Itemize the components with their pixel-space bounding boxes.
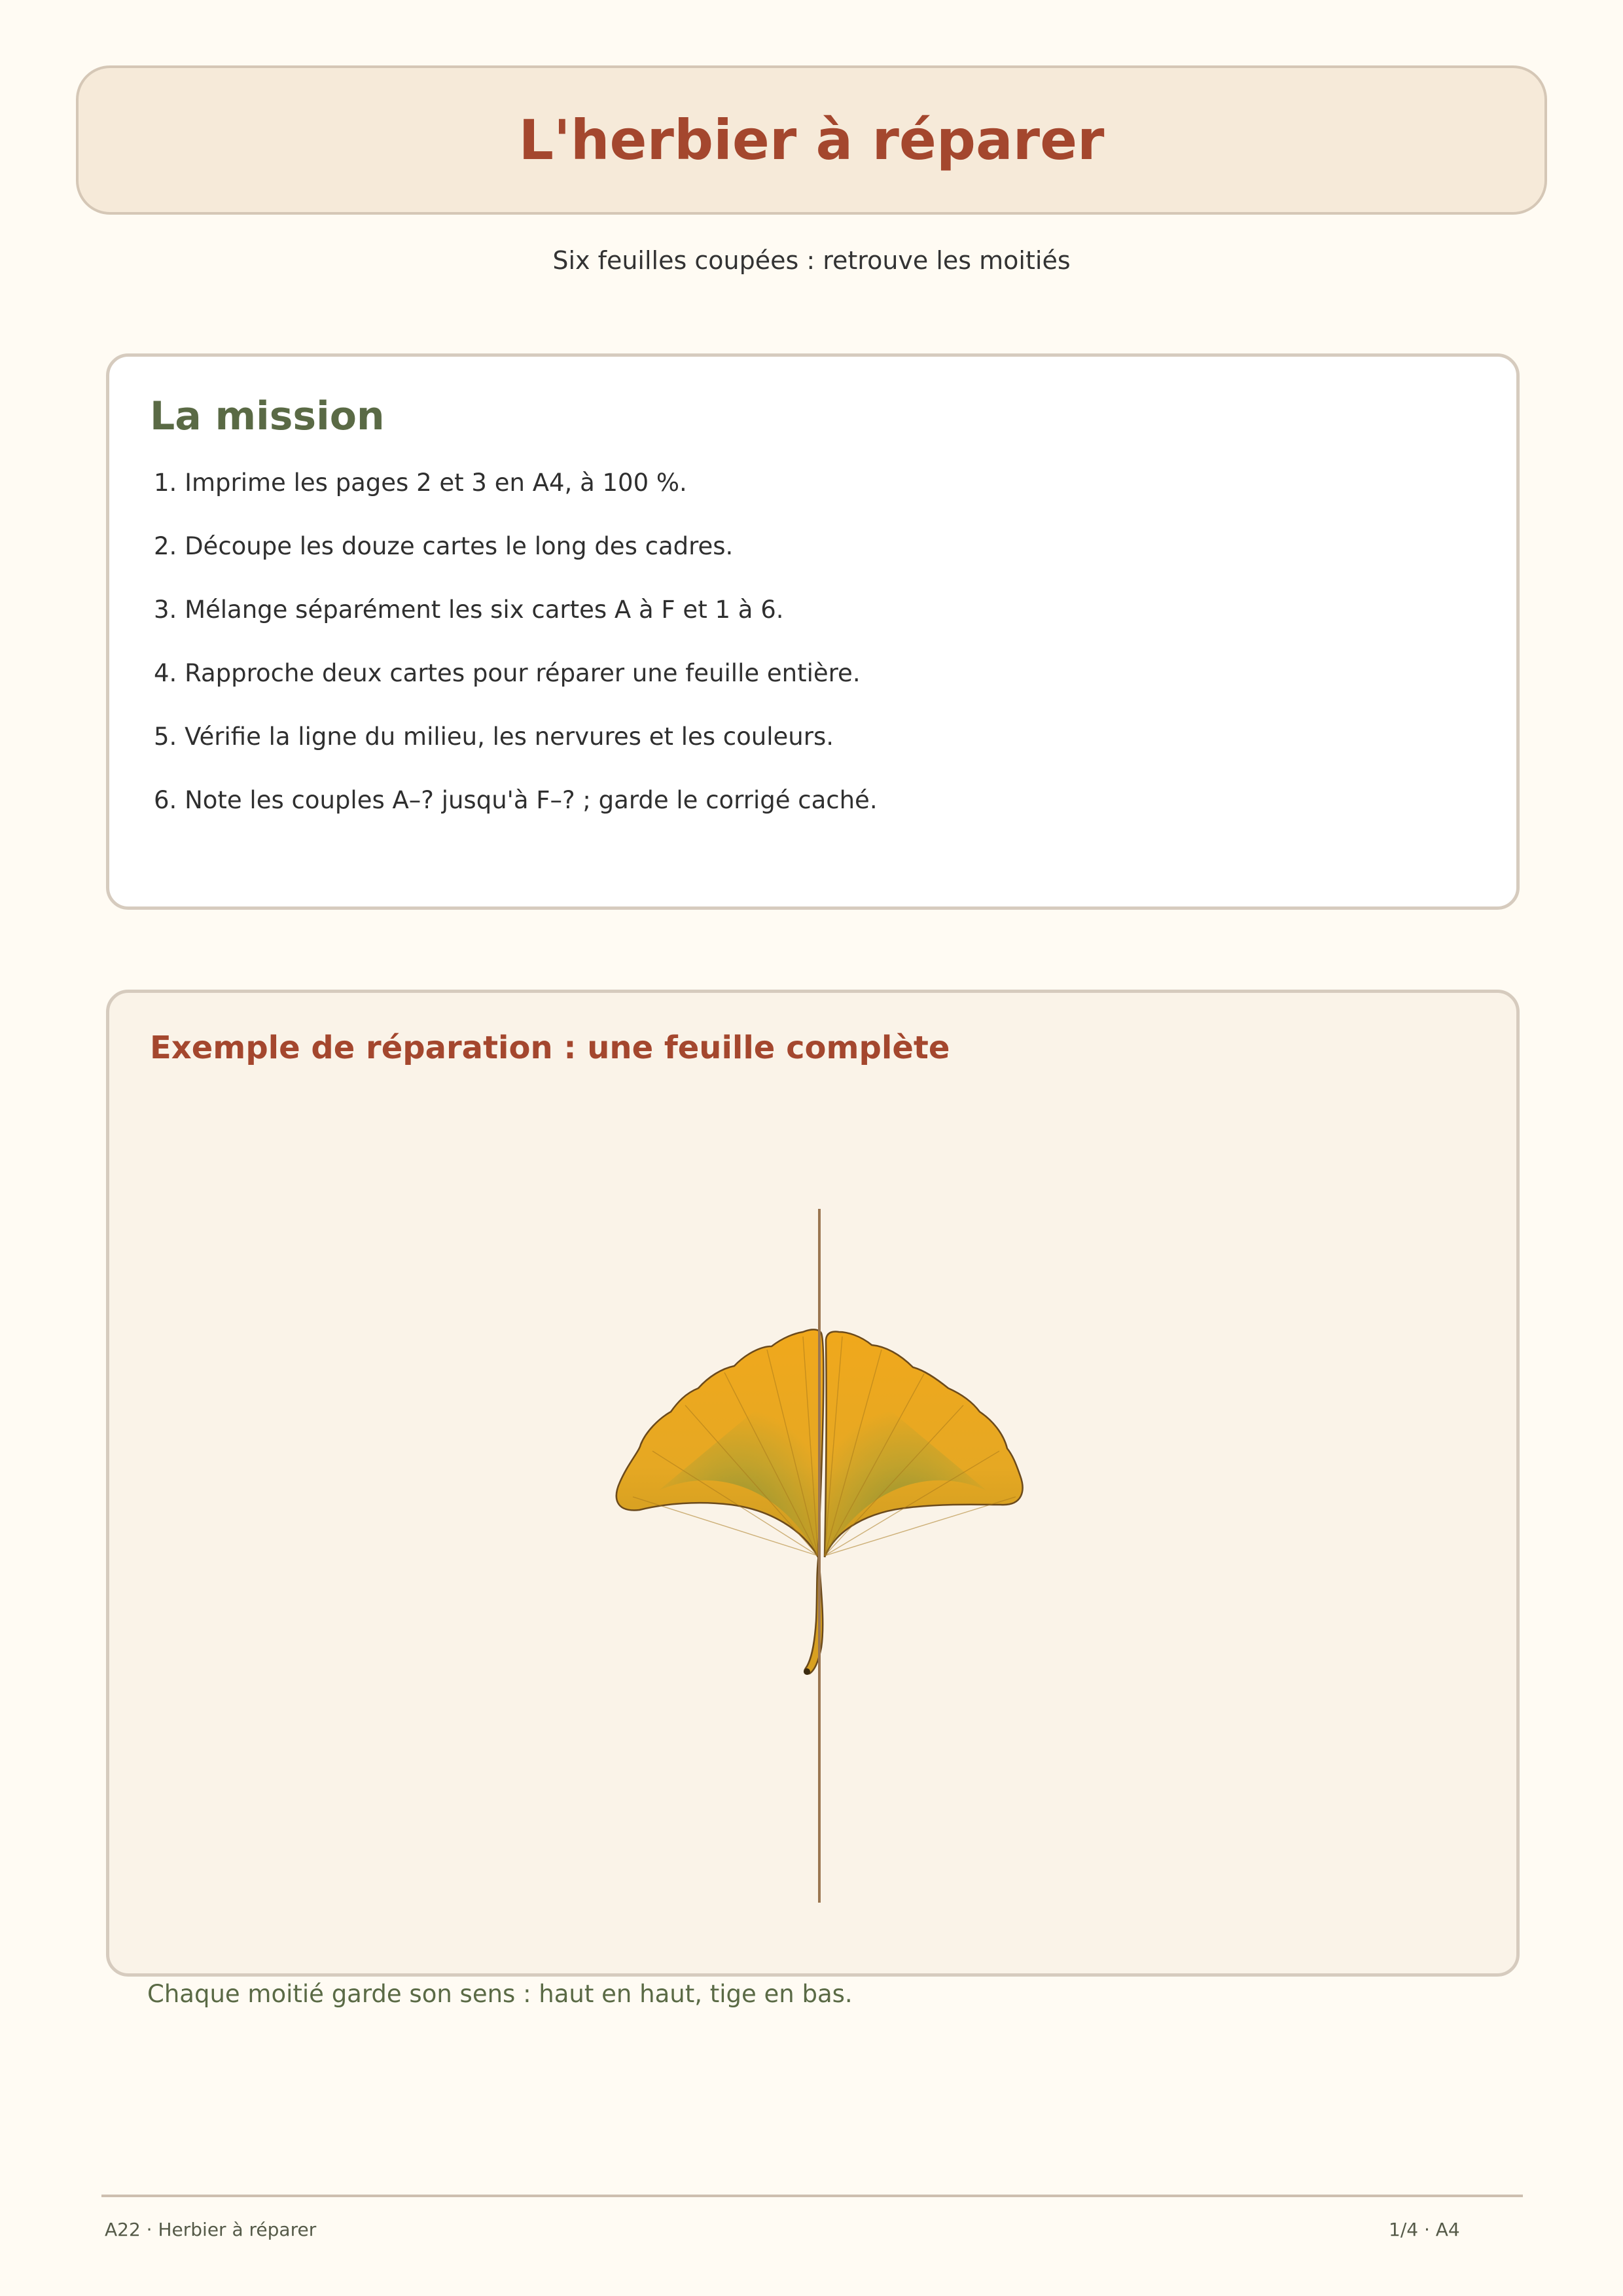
mission-step: 2. Découpe les douze cartes le long des cadres.	[154, 532, 734, 560]
title-banner	[76, 65, 1547, 215]
mission-panel	[106, 353, 1520, 910]
footer-divider	[101, 2195, 1523, 2197]
mission-step: 3. Mélange séparément les six cartes A à F et 1 à 6.	[154, 596, 784, 624]
ginkgo-leaf-icon	[109, 993, 1516, 1973]
footer-label: A22 · Herbier à réparer	[105, 2219, 317, 2240]
page-title: L'herbier à réparer	[518, 108, 1105, 172]
example-panel	[106, 990, 1520, 1977]
mission-step: 5. Vérifie la ligne du milieu, les nervures et les couleurs.	[154, 723, 834, 751]
mission-step: 1. Imprime les pages 2 et 3 en A4, à 100 %.	[154, 469, 687, 497]
mission-step: 6. Note les couples A–? jusqu'à F–? ; garde le corrigé caché.	[154, 786, 878, 814]
page-number: 1/4 · A4	[1389, 2219, 1460, 2240]
mission-step: 4. Rapproche deux cartes pour réparer une feuille entière.	[154, 659, 861, 687]
example-caption: Chaque moitié garde son sens : haut en haut, tige en bas.	[147, 1980, 853, 2008]
mission-steps	[154, 468, 878, 849]
mission-heading: La mission	[150, 393, 385, 439]
page-subtitle: Six feuilles coupées : retrouve les moitiés	[552, 246, 1071, 275]
example-heading: Exemple de réparation : une feuille complète	[150, 1030, 950, 1066]
